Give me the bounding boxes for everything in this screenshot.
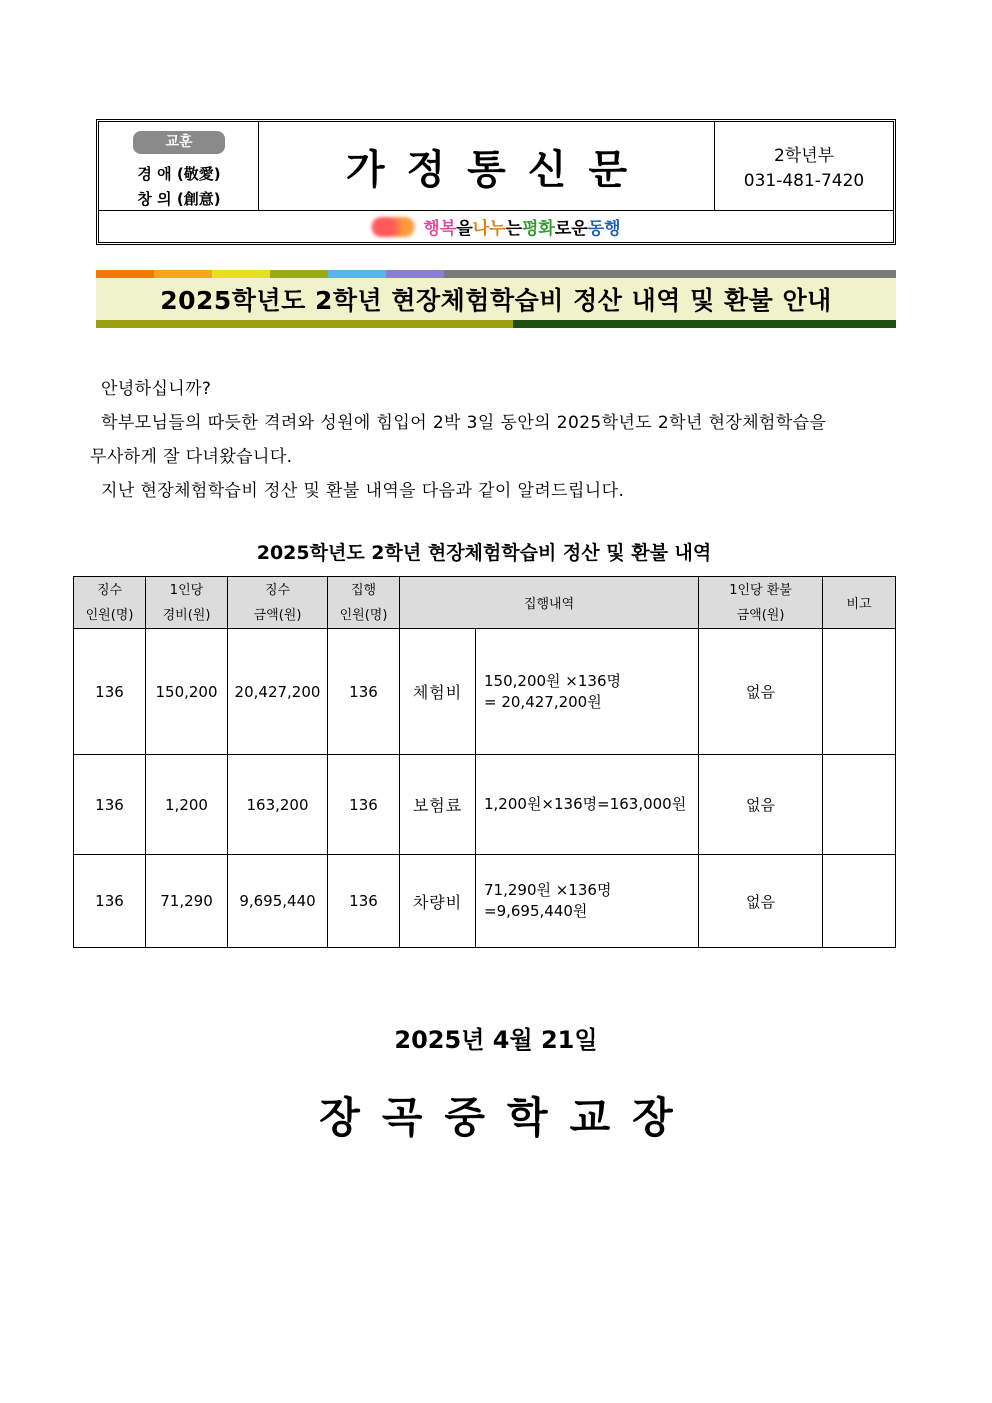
body-paragraph-1b: 무사하게 잘 다녀왔습니다. <box>90 447 293 467</box>
header-text: 1인당 환불 <box>729 582 792 598</box>
motto-badge: 교훈 <box>133 131 225 154</box>
cell-category: 체험비 <box>400 629 476 755</box>
motto-line-1: 경 애 (敬愛) <box>137 165 221 183</box>
header-text: 집행 <box>350 582 377 598</box>
banner-stripe-bottom <box>96 320 896 328</box>
header-collect-count <box>74 577 146 629</box>
cell-refund: 없음 <box>699 855 823 948</box>
cell-per: 150,200 <box>146 629 228 755</box>
detail-line: 71,290원 ×136명 <box>484 881 612 899</box>
header-text: 인원(명) <box>339 607 388 623</box>
header-text: 경비(원) <box>162 607 211 623</box>
table-row <box>74 755 896 855</box>
table-title: 2025학년도 2학년 현장체험학습비 정산 및 환불 내역 <box>256 542 712 564</box>
cell-category: 보험료 <box>400 755 476 855</box>
cell-count: 136 <box>74 629 146 755</box>
header-refund <box>699 577 823 629</box>
slogan-word: 나누 <box>472 219 506 239</box>
greeting: 안녕하십니까? <box>101 379 212 399</box>
cell-refund: 없음 <box>699 629 823 755</box>
cell-exec: 136 <box>328 855 400 948</box>
school-motto <box>99 122 259 210</box>
slogan-word: 동행 <box>587 219 621 239</box>
header-text: 징수 <box>264 582 291 598</box>
slogan-word: 로운 <box>554 219 588 239</box>
stripe-segment <box>328 270 386 278</box>
cell-refund: 없음 <box>699 755 823 855</box>
detail-line: =9,695,440원 <box>484 902 588 920</box>
header-per-person <box>146 577 228 629</box>
cell-detail <box>476 629 699 755</box>
header-collect-amount <box>228 577 328 629</box>
slogan-word: 행복 <box>423 219 457 239</box>
slogan-word: 는 <box>505 219 522 239</box>
header-text: 징수 <box>96 582 123 598</box>
settlement-table <box>73 576 896 948</box>
stripe-segment <box>96 320 513 328</box>
table-header-row <box>74 577 896 629</box>
stripe-segment <box>513 320 896 328</box>
stripe-segment <box>96 270 154 278</box>
notice-date: 2025년 4월 21일 <box>394 1026 598 1054</box>
banner-stripe-top <box>96 270 896 278</box>
header-text: 1인당 <box>169 582 204 598</box>
header-exec-count <box>328 577 400 629</box>
principal-signature: 장곡중학교장 <box>319 1093 695 1142</box>
slogan-word: 을 <box>456 219 473 239</box>
detail-line: 1,200원×136명=163,000원 <box>484 795 687 813</box>
stripe-segment <box>154 270 212 278</box>
stripe-segment <box>270 270 328 278</box>
cell-category: 차량비 <box>400 855 476 948</box>
motto-line-2: 창 의 (創意) <box>137 190 221 208</box>
cell-per: 71,290 <box>146 855 228 948</box>
cell-total: 163,200 <box>228 755 328 855</box>
newsletter-title: 가정통신문 <box>259 122 715 210</box>
stripe-segment <box>444 270 896 278</box>
slogan-logo-icon <box>371 217 415 237</box>
cell-detail <box>476 855 699 948</box>
header-note: 비고 <box>823 577 896 629</box>
cell-total: 9,695,440 <box>228 855 328 948</box>
table-row <box>74 855 896 948</box>
body-paragraph-1a: 학부모님들의 따듯한 격려와 성원에 힘입어 2박 3일 동안의 2025학년도 2학년 현장체험학습을 <box>101 413 827 433</box>
cell-per: 1,200 <box>146 755 228 855</box>
body-paragraph-2: 지난 현장체험학습비 정산 및 환불 내역을 다음과 같이 알려드립니다. <box>101 481 625 501</box>
header-exec-detail: 집행내역 <box>400 577 699 629</box>
department-phone: 031-481-7420 <box>743 171 865 191</box>
cell-exec: 136 <box>328 755 400 855</box>
cell-note <box>823 855 896 948</box>
cell-exec: 136 <box>328 629 400 755</box>
cell-note <box>823 629 896 755</box>
header-text: 금액(원) <box>253 607 302 623</box>
detail-line: = 20,427,200원 <box>484 692 602 711</box>
cell-total: 20,427,200 <box>228 629 328 755</box>
cell-detail <box>476 755 699 855</box>
table-row <box>74 629 896 755</box>
stripe-segment <box>212 270 270 278</box>
header-text: 금액(원) <box>736 607 785 623</box>
newsletter-header <box>96 119 896 245</box>
cell-note <box>823 755 896 855</box>
stripe-segment <box>386 270 444 278</box>
cell-count: 136 <box>74 755 146 855</box>
department-info <box>715 122 893 210</box>
notice-title: 2025학년도 2학년 현장체험학습비 정산 내역 및 환불 안내 <box>96 278 896 320</box>
detail-line: 150,200원 ×136명 <box>484 671 621 690</box>
cell-count: 136 <box>74 855 146 948</box>
header-text: 인원(명) <box>85 607 134 623</box>
school-slogan <box>99 210 893 242</box>
slogan-word: 평화 <box>522 219 555 239</box>
department-name: 2학년부 <box>773 146 835 166</box>
